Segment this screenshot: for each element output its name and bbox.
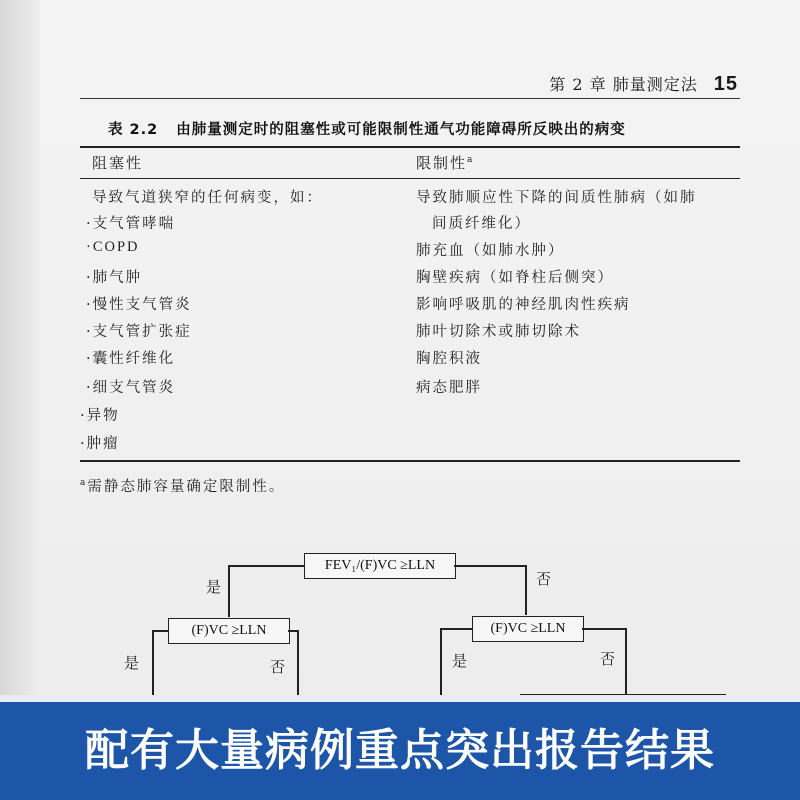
obstructive-row: ·肿瘤	[80, 436, 120, 452]
running-header	[549, 72, 738, 96]
flow-connector	[582, 628, 626, 630]
table-header-rule	[80, 178, 740, 179]
column-header-restrictive-label: 限制性	[416, 154, 468, 172]
header-rule	[80, 98, 740, 99]
page-edge-shadow	[0, 0, 40, 800]
banner-edge	[0, 695, 800, 702]
flow-connector	[152, 630, 154, 698]
restrictive-row: 胸腔积液	[416, 351, 482, 367]
obstructive-row: ·肺气肿	[86, 270, 143, 286]
column-header-obstructive: 阻塞性	[92, 154, 144, 172]
flow-label-yes: 是	[452, 652, 468, 670]
flow-connector	[152, 630, 168, 632]
page-number: 15	[713, 73, 738, 95]
footnote-text: 需静态肺容量确定限制性。	[87, 479, 286, 495]
obstructive-row: ·支气管哮喘	[86, 216, 176, 232]
promo-banner-text: 配有大量病例重点突出报告结果	[85, 725, 715, 776]
restrictive-row: 导致肺顺应性下降的间质性肺病（如肺	[416, 190, 697, 206]
column-header-restrictive	[416, 152, 474, 173]
obstructive-row: ·细支气管炎	[86, 380, 176, 396]
obstructive-row: ·囊性纤维化	[86, 351, 176, 367]
flow-connector	[297, 630, 299, 698]
flow-root-node: FEV₁/(F)VC ≥LLN	[304, 553, 456, 579]
flow-connector	[454, 565, 526, 567]
obstructive-row: 导致气道狭窄的任何病变，如：	[92, 190, 323, 206]
flow-right-node: (F)VC ≥LLN	[472, 616, 584, 642]
flow-label-no: 否	[270, 658, 286, 676]
flow-connector	[625, 628, 627, 694]
table-title: 由肺量测定时的阻塞性或可能限制性通气功能障碍所反映出的病变	[176, 122, 626, 138]
restrictive-row: 影响呼吸肌的神经肌肉性疾病	[416, 297, 631, 313]
table-footnote	[80, 475, 285, 496]
obstructive-row: ·支气管扩张症	[86, 324, 192, 340]
flow-label-yes: 是	[206, 578, 222, 596]
flow-label-no: 否	[600, 650, 616, 668]
obstructive-row: ·COPD	[86, 239, 140, 255]
flow-label-yes: 是	[124, 654, 140, 672]
obstructive-row: ·异物	[80, 408, 120, 424]
flow-connector	[228, 565, 230, 617]
table-caption	[108, 118, 626, 139]
restrictive-row: 肺充血（如肺水肿）	[416, 243, 565, 259]
footnote-marker: a	[80, 478, 88, 489]
flow-left-node: (F)VC ≥LLN	[168, 618, 290, 644]
table-number: 表 2.2	[108, 122, 159, 138]
chapter-title: 第 2 章 肺量测定法	[549, 75, 698, 94]
restrictive-row: 间质纤维化）	[432, 216, 531, 232]
table-bottom-rule	[80, 460, 740, 462]
flow-connector	[440, 628, 472, 630]
flow-connector	[228, 565, 304, 567]
flow-connector	[440, 628, 442, 698]
footnote-marker: a	[467, 155, 475, 165]
flow-connector	[525, 565, 527, 615]
table-top-rule	[80, 146, 740, 148]
restrictive-row: 肺叶切除术或肺切除术	[416, 324, 581, 340]
flow-label-no: 否	[536, 570, 552, 588]
restrictive-row: 病态肥胖	[416, 380, 482, 396]
obstructive-row: ·慢性支气管炎	[86, 297, 192, 313]
restrictive-row: 胸壁疾病（如脊柱后侧突）	[416, 270, 614, 286]
